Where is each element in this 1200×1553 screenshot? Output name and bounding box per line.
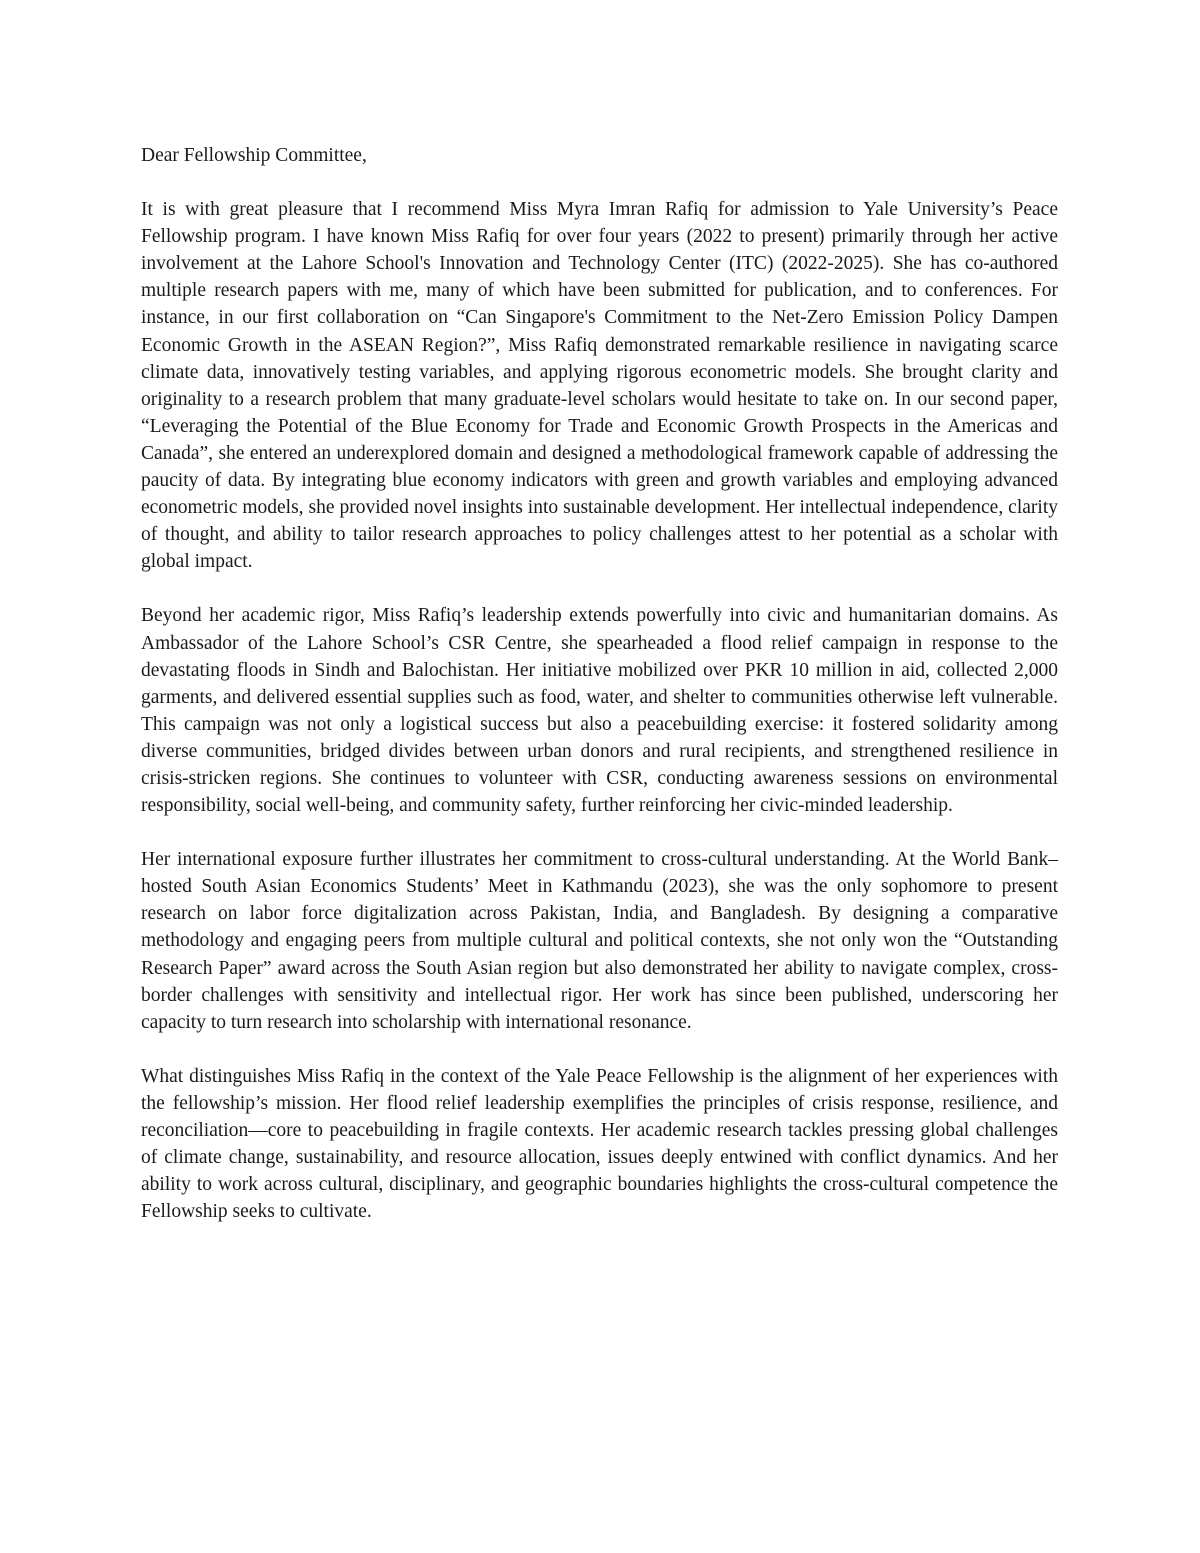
- salutation: Dear Fellowship Committee,: [141, 145, 367, 166]
- paragraph-international-exposure: Her international exposure further illustrates her commitment to cross-cultural understanding. At the World Bank–hosted South Asian Economics Students’ Meet in Kathmandu (2023), she was the only sophomore to present research on labor force digitalization across Pakistan, India, and Bangladesh. By designing a comparative methodology and engaging peers from multiple cultural and political contexts, she not only won the “Outstanding Research Paper” award across the South Asian region but also demonstrated her ability to navigate complex, cross-border challenges with sensitivity and intellectual rigor. Her work has since been published, underscoring her capacity to turn research into scholarship with international resonance.: [141, 849, 1058, 1033]
- paragraph-recommendation-intro: It is with great pleasure that I recommend Miss Myra Imran Rafiq for admission to Yale University’s Peace Fellowship program. I have known Miss Rafiq for over four years (2022 to present) primarily through her active involvement at the Lahore School's Innovation and Technology Center (ITC) (2022-2025). She has co-authored multiple research papers with me, many of which have been submitted for publication, and to conferences. For instance, in our first collaboration on “Can Singapore's Commitment to the Net-Zero Emission Policy Dampen Economic Growth in the ASEAN Region?”, Miss Rafiq demonstrated remarkable resilience in navigating scarce climate data, innovatively testing variables, and applying rigorous econometric models. She brought clarity and originality to a research problem that many graduate-level scholars would hesitate to take on. In our second paper, “Leveraging the Potential of the Blue Economy for Trade and Economic Growth Prospects in the Americas and Canada”, she entered an underexplored domain and designed a methodological framework capable of addressing the paucity of data. By integrating blue economy indicators with green and growth variables and employing advanced econometric models, she provided novel insights into sustainable development. Her intellectual independence, clarity of thought, and ability to tailor research approaches to policy challenges attest to her potential as a scholar with global impact.: [141, 199, 1058, 573]
- paragraph-civic-leadership: Beyond her academic rigor, Miss Rafiq’s leadership extends powerfully into civic and humanitarian domains. As Ambassador of the Lahore School’s CSR Centre, she spearheaded a flood relief campaign in response to the devastating floods in Sindh and Balochistan. Her initiative mobilized over PKR 10 million in aid, collected 2,000 garments, and delivered essential supplies such as food, water, and shelter to communities otherwise left vulnerable. This campaign was not only a logistical success but also a peacebuilding exercise: it fostered solidarity among diverse communities, bridged divides between urban donors and rural recipients, and strengthened resilience in crisis-stricken regions. She continues to volunteer with CSR, conducting awareness sessions on environmental responsibility, social well-being, and community safety, further reinforcing her civic-minded leadership.: [141, 605, 1058, 817]
- letter-body: [141, 142, 1058, 1225]
- paragraph-fellowship-alignment: What distinguishes Miss Rafiq in the context of the Yale Peace Fellowship is the alignment of her experiences with the fellowship’s mission. Her flood relief leadership exemplifies the principles of crisis response, resilience, and reconciliation—core to peacebuilding in fragile contexts. Her academic research tackles pressing global challenges of climate change, sustainability, and resource allocation, issues deeply entwined with conflict dynamics. And her ability to work across cultural, disciplinary, and geographic boundaries highlights the cross-cultural competence the Fellowship seeks to cultivate.: [141, 1065, 1058, 1223]
